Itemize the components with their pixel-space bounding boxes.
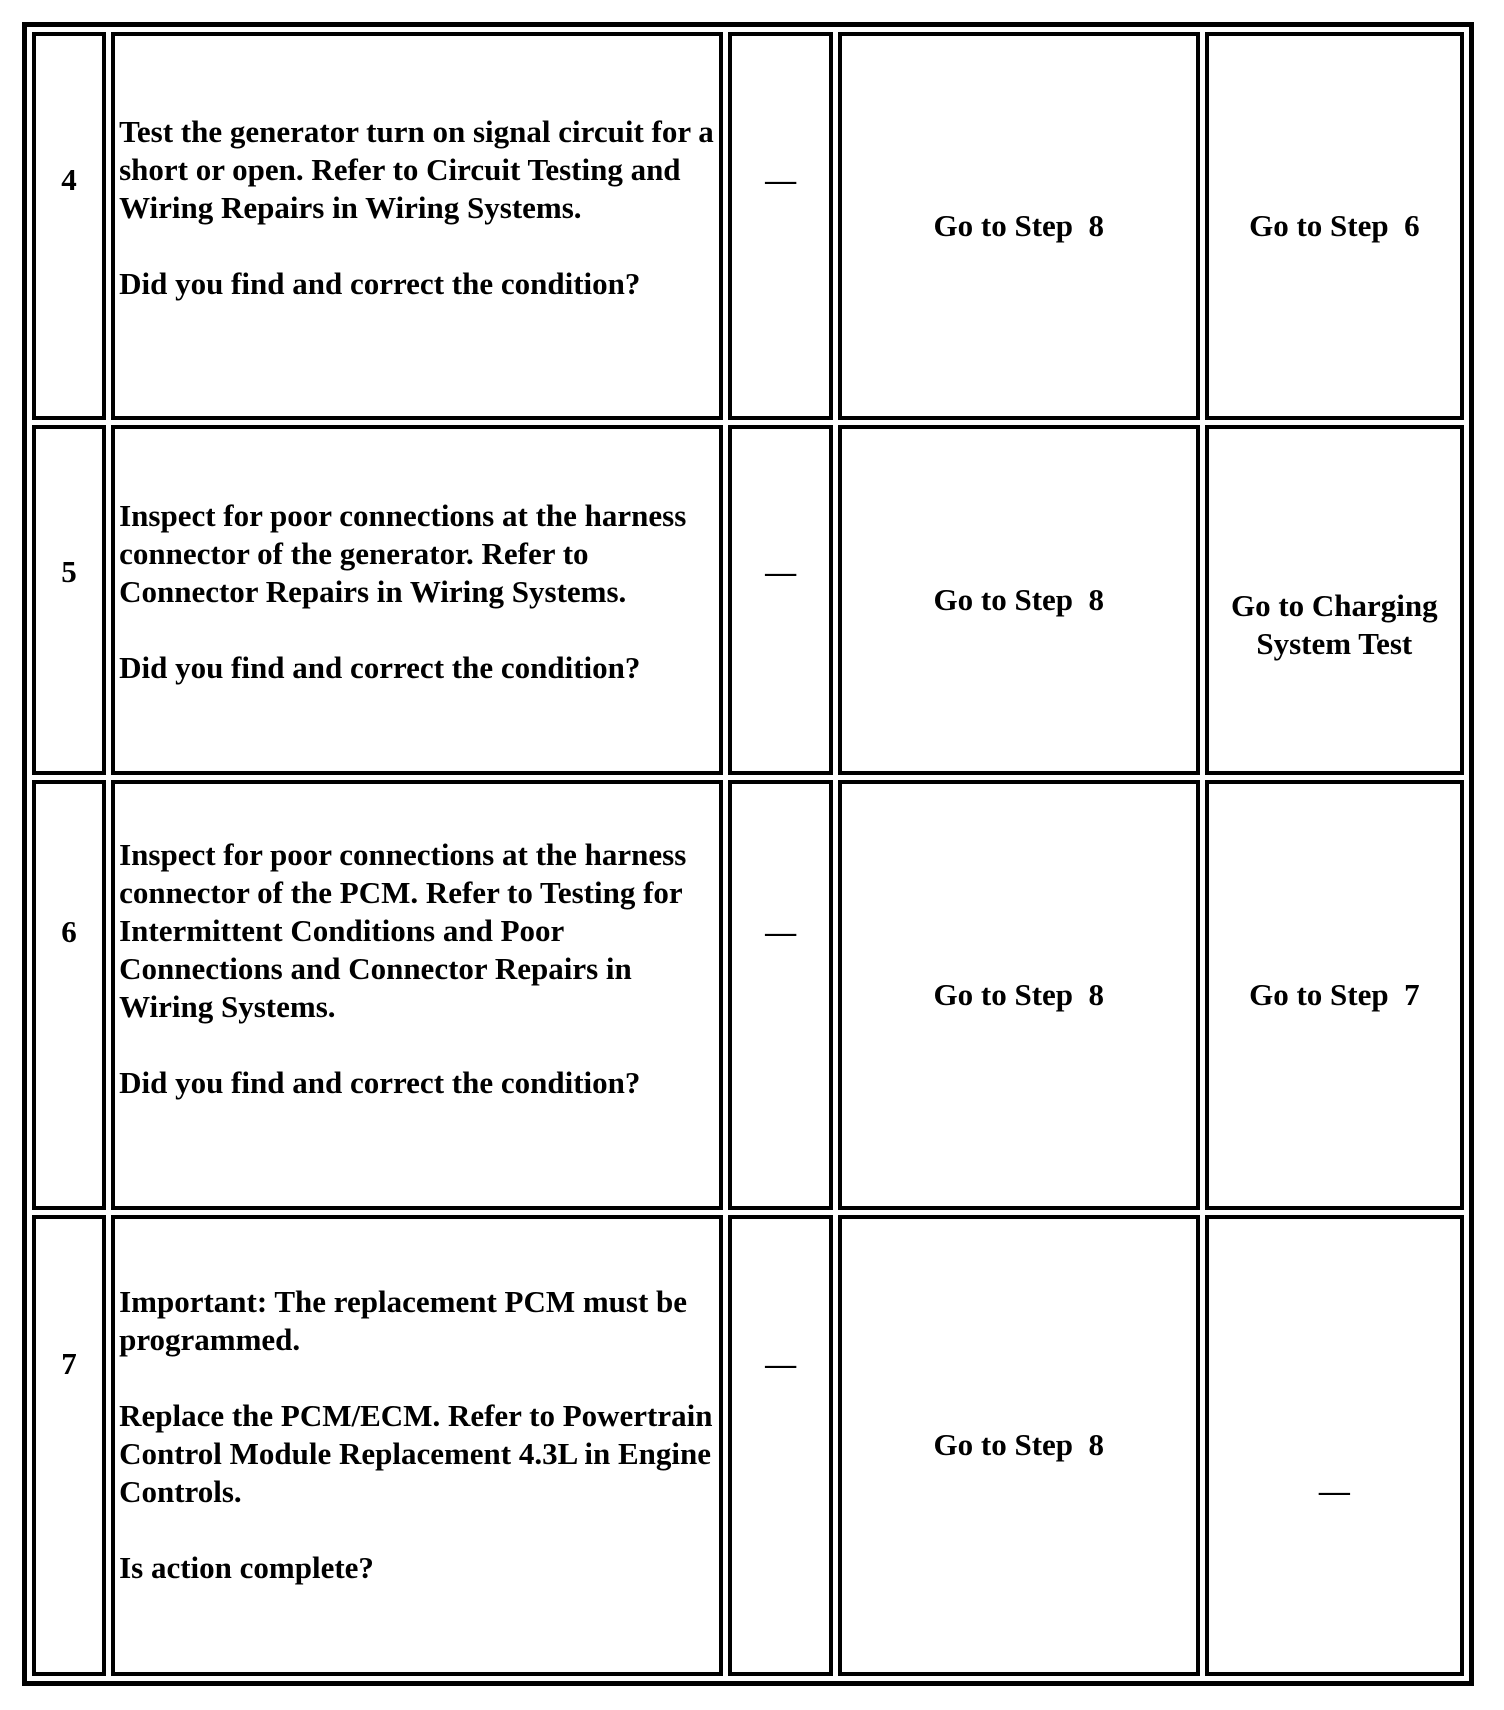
table-row-step-4 xyxy=(32,32,1464,420)
action-cell xyxy=(111,1215,723,1676)
no-link-go-to-step-6[interactable]: Go to Step 6 xyxy=(1249,208,1420,244)
table-row-step-6 xyxy=(32,780,1464,1210)
step-number: 6 xyxy=(61,913,77,949)
action-text: Inspect for poor connections at the harness connector of the PCM. Refer to Testing for Intermittent Conditions and Poor Connections and Connector Repairs in Wiring Systems. xyxy=(119,836,687,1024)
yes-link-go-to-step-8[interactable]: Go to Step 8 xyxy=(933,1427,1105,1463)
step-number: 4 xyxy=(61,162,77,198)
step-number-cell xyxy=(32,32,106,420)
value-dash: — xyxy=(765,1346,797,1382)
no-cell xyxy=(1205,425,1464,774)
no-cell xyxy=(1205,32,1464,420)
action-cell xyxy=(111,780,723,1210)
action-text: Replace the PCM/ECM. Refer to Powertrain Control Module Replacement 4.3L in Engine Controls. xyxy=(119,1398,713,1510)
no-link-go-to-step-7[interactable]: Go to Step 7 xyxy=(1249,976,1420,1012)
value-cell xyxy=(728,1215,833,1676)
diagnostic-steps-table xyxy=(27,27,1469,1681)
value-cell xyxy=(728,780,833,1210)
value-dash: — xyxy=(765,554,797,590)
action-cell xyxy=(111,425,723,774)
yes-cell xyxy=(838,32,1200,420)
yes-cell xyxy=(838,1215,1200,1676)
table-row-step-5 xyxy=(32,425,1464,774)
value-cell xyxy=(728,425,833,774)
step-number-cell xyxy=(32,1215,106,1676)
value-cell xyxy=(728,32,833,420)
action-question: Is action complete? xyxy=(119,1550,374,1586)
step-number-cell xyxy=(32,425,106,774)
yes-link-go-to-step-8[interactable]: Go to Step 8 xyxy=(933,976,1105,1012)
step-number: 7 xyxy=(61,1346,77,1382)
action-question: Did you find and correct the condition? xyxy=(119,650,641,686)
yes-cell xyxy=(838,425,1200,774)
diagnostic-table-frame xyxy=(22,22,1474,1686)
value-dash: — xyxy=(765,913,797,949)
action-text: Test the generator turn on signal circuit for a short or open. Refer to Circuit Testing and Wiring Repairs in Wiring Systems. xyxy=(119,114,714,226)
table-row-step-7 xyxy=(32,1215,1464,1676)
action-question: Did you find and correct the condition? xyxy=(119,1064,641,1100)
yes-cell xyxy=(838,780,1200,1210)
yes-link-go-to-step-8[interactable]: Go to Step 8 xyxy=(933,208,1105,244)
no-cell xyxy=(1205,1215,1464,1676)
yes-link-go-to-step-8[interactable]: Go to Step 8 xyxy=(933,582,1105,618)
no-dash: — xyxy=(1318,1473,1350,1509)
action-important-note: Important: The replacement PCM must be programmed. xyxy=(119,1284,688,1358)
action-text: Inspect for poor connections at the harness connector of the generator. Refer to Connector Repairs in Wiring Systems. xyxy=(119,498,687,610)
step-number-cell xyxy=(32,780,106,1210)
no-link-go-to-charging-system-test[interactable]: Go to Charging System Test xyxy=(1230,588,1438,662)
action-question: Did you find and correct the condition? xyxy=(119,266,641,302)
no-cell xyxy=(1205,780,1464,1210)
value-dash: — xyxy=(765,162,797,198)
action-cell xyxy=(111,32,723,420)
step-number: 5 xyxy=(61,554,77,590)
